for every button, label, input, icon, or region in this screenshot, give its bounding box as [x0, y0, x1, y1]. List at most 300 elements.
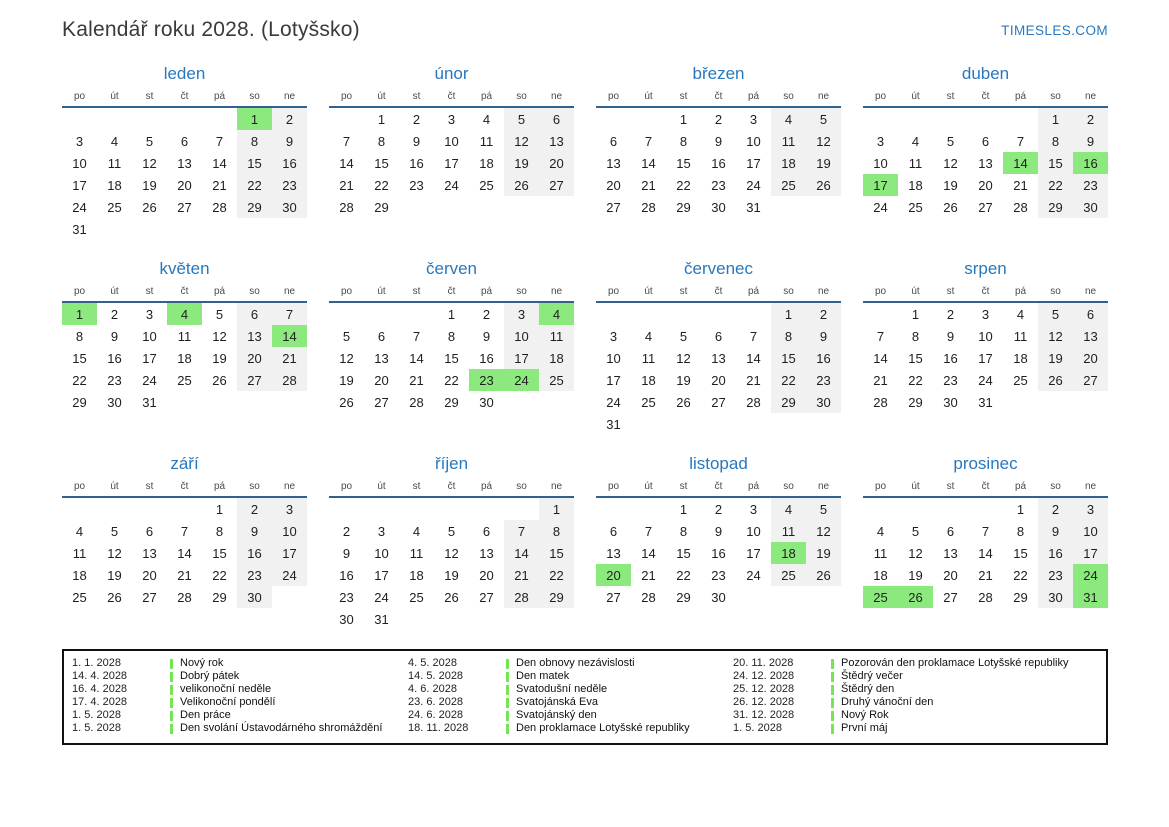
day-cell: 20 [1073, 347, 1108, 369]
week-row [329, 586, 574, 608]
brand-link[interactable]: TIMESLES.COM [1001, 23, 1108, 38]
weekday-label: so [771, 481, 806, 497]
day-cell [701, 413, 736, 435]
weekday-label: út [631, 91, 666, 107]
day-cell: 5 [447, 523, 456, 539]
day-cell: 24 [1073, 564, 1108, 586]
day-cell: 10 [1073, 520, 1108, 542]
holiday-date: 17. 4. 2028 [72, 696, 128, 708]
months-grid [62, 64, 1108, 637]
day-cell: 29 [72, 394, 87, 410]
day-cell: 30 [711, 589, 726, 605]
day-cell: 7 [215, 133, 224, 149]
day-cell: 3 [145, 306, 154, 322]
day-cell: 30 [107, 394, 122, 410]
day-cell: 9 [946, 328, 955, 344]
day-cell [399, 196, 434, 218]
day-cell: 12 [444, 545, 459, 561]
day-cell: 18 [479, 155, 494, 171]
holiday-date: 23. 6. 2028 [408, 696, 464, 708]
day-cell [631, 413, 666, 435]
day-cell [539, 608, 574, 630]
day-cell: 21 [746, 372, 761, 388]
day-cell: 16 [409, 155, 424, 171]
day-cell: 5 [911, 523, 920, 539]
day-cell: 20 [711, 372, 726, 388]
day-cell: 9 [1038, 520, 1073, 542]
day-cell: 6 [1073, 302, 1108, 325]
holiday-label: Nový rok [180, 657, 224, 669]
day-cell: 12 [1038, 325, 1073, 347]
day-cell: 20 [606, 177, 621, 193]
day-cell: 14 [641, 545, 656, 561]
day-cell: 16 [107, 350, 122, 366]
day-cell: 26 [806, 564, 841, 586]
weekday-label: pá [736, 286, 771, 302]
week-row [596, 325, 841, 347]
day-cell: 21 [409, 372, 424, 388]
day-cell: 29 [1038, 196, 1073, 218]
day-cell: 27 [711, 394, 726, 410]
week-row [329, 196, 574, 218]
holiday-row [408, 722, 733, 735]
day-cell: 22 [444, 372, 459, 388]
weekday-label: so [504, 481, 539, 497]
day-cell [132, 107, 167, 130]
day-cell: 27 [539, 174, 574, 196]
day-cell: 18 [908, 177, 923, 193]
weekday-label: pá [469, 286, 504, 302]
day-cell [202, 391, 237, 413]
day-cell [504, 608, 539, 630]
week-row [329, 325, 574, 347]
day-cell [237, 391, 272, 413]
week-row [62, 564, 307, 586]
day-cell: 13 [237, 325, 272, 347]
week-row [863, 391, 1108, 413]
weekday-label: so [771, 91, 806, 107]
day-cell: 28 [504, 586, 539, 608]
day-cell: 2 [110, 306, 119, 322]
day-cell: 6 [539, 107, 574, 130]
day-cell: 10 [374, 545, 389, 561]
day-cell [364, 302, 399, 325]
day-cell: 4 [911, 133, 920, 149]
month-title: červenec [684, 259, 753, 278]
day-cell: 23 [711, 567, 726, 583]
day-cell: 12 [504, 130, 539, 152]
day-cell: 29 [676, 589, 691, 605]
day-cell: 6 [377, 328, 386, 344]
day-cell [202, 107, 237, 130]
day-cell: 24 [272, 564, 307, 586]
day-cell: 1 [1038, 107, 1073, 130]
day-cell: 28 [978, 589, 993, 605]
weekday-label: so [237, 91, 272, 107]
day-cell [863, 107, 898, 130]
day-cell: 17 [746, 155, 761, 171]
day-cell: 18 [409, 567, 424, 583]
holiday-date: 24. 12. 2028 [733, 670, 795, 682]
day-cell: 22 [676, 567, 691, 583]
day-cell: 5 [504, 107, 539, 130]
day-cell: 23 [1073, 174, 1108, 196]
day-cell [167, 107, 202, 130]
day-cell: 24 [606, 394, 621, 410]
day-cell: 29 [539, 586, 574, 608]
day-cell: 11 [409, 545, 424, 561]
day-cell: 3 [504, 302, 539, 325]
day-cell: 15 [212, 545, 227, 561]
holiday-label: První máj [841, 722, 888, 734]
day-cell [771, 413, 806, 435]
day-cell: 24 [978, 372, 993, 388]
day-cell: 13 [711, 350, 726, 366]
day-cell: 11 [771, 130, 806, 152]
day-cell [132, 497, 167, 520]
day-cell: 11 [908, 155, 923, 171]
day-cell: 4 [876, 523, 885, 539]
day-cell: 19 [504, 152, 539, 174]
weekday-label: pá [202, 286, 237, 302]
day-cell: 8 [679, 523, 688, 539]
day-cell: 23 [107, 372, 122, 388]
day-cell: 9 [342, 545, 351, 561]
day-cell: 25 [863, 586, 898, 608]
weekday-label: po [329, 481, 364, 497]
day-cell: 23 [1038, 564, 1073, 586]
week-row [596, 497, 841, 520]
holiday-label: Den obnovy nezávislosti [516, 657, 635, 669]
day-cell: 17 [606, 372, 621, 388]
day-cell: 8 [215, 523, 224, 539]
weekday-label: st [399, 286, 434, 302]
day-cell: 8 [911, 328, 920, 344]
day-cell: 23 [237, 564, 272, 586]
day-cell: 29 [444, 394, 459, 410]
week-row [863, 586, 1108, 608]
day-cell: 11 [873, 545, 888, 561]
day-cell: 16 [1073, 152, 1108, 174]
day-cell [504, 497, 539, 520]
week-row [329, 347, 574, 369]
day-cell: 26 [1038, 369, 1073, 391]
day-cell: 18 [72, 567, 87, 583]
week-row [863, 325, 1108, 347]
weekday-label: ne [539, 91, 574, 107]
week-row [329, 520, 574, 542]
day-cell: 29 [1013, 589, 1028, 605]
day-cell: 27 [374, 394, 389, 410]
holiday-tick-icon [506, 724, 509, 734]
week-row [62, 325, 307, 347]
day-cell [469, 497, 504, 520]
weekday-label: po [863, 481, 898, 497]
day-cell [97, 107, 132, 130]
day-cell: 12 [142, 155, 157, 171]
day-cell: 5 [215, 306, 224, 322]
day-cell: 6 [180, 133, 189, 149]
month-table [329, 481, 574, 630]
holiday-row [733, 709, 1098, 722]
weekday-label: st [132, 286, 167, 302]
month-leden [62, 64, 307, 247]
holiday-row [72, 696, 408, 709]
day-cell [329, 107, 364, 130]
weekday-label: čt [434, 286, 469, 302]
week-row [596, 196, 841, 218]
day-cell: 20 [596, 564, 631, 586]
month-table [863, 286, 1108, 413]
day-cell: 18 [539, 347, 574, 369]
weekday-label: čt [434, 481, 469, 497]
day-cell: 12 [806, 520, 841, 542]
day-cell: 13 [943, 545, 958, 561]
week-row [62, 107, 307, 130]
weekday-label: čt [167, 286, 202, 302]
day-cell: 31 [746, 199, 761, 215]
day-cell [898, 497, 933, 520]
day-cell [771, 586, 806, 608]
month-table [863, 91, 1108, 218]
day-cell: 24 [72, 199, 87, 215]
day-cell: 3 [447, 111, 456, 127]
day-cell: 11 [771, 520, 806, 542]
weekday-label: út [97, 481, 132, 497]
day-cell: 20 [978, 177, 993, 193]
day-cell: 11 [107, 155, 122, 171]
day-cell: 9 [806, 325, 841, 347]
day-cell: 11 [1013, 328, 1028, 344]
day-cell: 15 [676, 545, 691, 561]
day-cell: 27 [479, 589, 494, 605]
day-cell: 5 [806, 107, 841, 130]
day-cell: 2 [714, 501, 723, 517]
day-cell: 22 [237, 174, 272, 196]
holiday-row [72, 683, 408, 696]
day-cell [62, 107, 97, 130]
day-cell: 15 [72, 350, 87, 366]
day-cell: 15 [237, 152, 272, 174]
holiday-tick-icon [506, 672, 509, 682]
month-srpen [863, 259, 1108, 442]
day-cell: 27 [606, 589, 621, 605]
day-cell: 26 [943, 199, 958, 215]
week-row [329, 542, 574, 564]
day-cell: 2 [237, 497, 272, 520]
weekday-label: so [237, 481, 272, 497]
holiday-row [733, 657, 1098, 670]
day-cell: 7 [504, 520, 539, 542]
day-cell: 13 [539, 130, 574, 152]
weekday-label: po [62, 481, 97, 497]
day-cell: 26 [806, 174, 841, 196]
day-cell: 24 [444, 177, 459, 193]
day-cell: 29 [908, 394, 923, 410]
day-cell: 3 [377, 523, 386, 539]
month-table [62, 91, 307, 240]
day-cell: 3 [981, 306, 990, 322]
day-cell: 13 [978, 155, 993, 171]
week-row [863, 174, 1108, 196]
day-cell: 25 [72, 589, 87, 605]
day-cell: 23 [806, 369, 841, 391]
day-cell [504, 196, 539, 218]
day-cell: 2 [1038, 497, 1073, 520]
legend-column-3 [733, 657, 1098, 735]
weekday-label: po [62, 91, 97, 107]
week-row [596, 564, 841, 586]
day-cell: 9 [482, 328, 491, 344]
holiday-row [733, 696, 1098, 709]
holiday-row [72, 657, 408, 670]
day-cell: 27 [237, 369, 272, 391]
day-cell: 30 [339, 611, 354, 627]
day-cell: 30 [1073, 196, 1108, 218]
day-cell [329, 302, 364, 325]
week-row [62, 586, 307, 608]
holiday-row [408, 657, 733, 670]
day-cell: 18 [771, 542, 806, 564]
day-cell: 28 [339, 199, 354, 215]
day-cell [434, 196, 469, 218]
day-cell: 1 [911, 306, 920, 322]
day-cell [167, 497, 202, 520]
day-cell [1038, 391, 1073, 413]
weekday-label: út [898, 91, 933, 107]
day-cell: 30 [711, 199, 726, 215]
holiday-label: velikonoční neděle [180, 683, 272, 695]
day-cell: 2 [946, 306, 955, 322]
day-cell: 14 [1003, 152, 1038, 174]
day-cell: 25 [539, 369, 574, 391]
week-row [596, 152, 841, 174]
week-row [863, 152, 1108, 174]
page-title: Kalendář roku 2028. (Lotyšsko) [62, 18, 360, 41]
day-cell: 17 [272, 542, 307, 564]
day-cell: 11 [177, 328, 192, 344]
holiday-tick-icon [506, 711, 509, 721]
day-cell: 9 [110, 328, 119, 344]
day-cell: 26 [339, 394, 354, 410]
day-cell: 25 [107, 199, 122, 215]
day-cell: 12 [107, 545, 122, 561]
month-červenec [596, 259, 841, 442]
day-cell: 22 [771, 369, 806, 391]
day-cell [933, 497, 968, 520]
day-cell: 10 [72, 155, 87, 171]
day-cell: 17 [444, 155, 459, 171]
day-cell: 26 [898, 586, 933, 608]
day-cell: 20 [177, 177, 192, 193]
holiday-label: Den proklamace Lotyšské republiky [516, 722, 690, 734]
day-cell: 15 [908, 350, 923, 366]
day-cell [701, 302, 736, 325]
day-cell: 12 [339, 350, 354, 366]
day-cell: 11 [539, 325, 574, 347]
holiday-label: Štědrý den [841, 683, 895, 695]
holiday-row [72, 709, 408, 722]
day-cell [167, 218, 202, 240]
day-cell: 5 [342, 328, 351, 344]
holiday-row [408, 683, 733, 696]
day-cell: 27 [978, 199, 993, 215]
weekday-label: út [898, 481, 933, 497]
day-cell: 5 [679, 328, 688, 344]
day-cell [736, 586, 771, 608]
day-cell: 14 [212, 155, 227, 171]
weekday-label: pá [736, 91, 771, 107]
day-cell: 8 [75, 328, 84, 344]
weekday-label: st [132, 481, 167, 497]
day-cell [504, 391, 539, 413]
day-cell: 7 [180, 523, 189, 539]
day-cell: 14 [504, 542, 539, 564]
holiday-date: 16. 4. 2028 [72, 683, 128, 695]
week-row [329, 174, 574, 196]
week-row [329, 130, 574, 152]
day-cell: 23 [409, 177, 424, 193]
weekday-label: pá [202, 91, 237, 107]
holiday-label: Svatodušní neděle [516, 683, 608, 695]
day-cell: 5 [946, 133, 955, 149]
day-cell: 24 [746, 177, 761, 193]
day-cell [666, 302, 701, 325]
day-cell [898, 107, 933, 130]
day-cell: 24 [374, 589, 389, 605]
week-row [863, 520, 1108, 542]
week-row [62, 369, 307, 391]
weekday-label: st [666, 481, 701, 497]
week-row [329, 391, 574, 413]
week-row [329, 369, 574, 391]
day-cell [596, 107, 631, 130]
month-title: únor [434, 64, 469, 83]
day-cell: 15 [676, 155, 691, 171]
week-row [863, 107, 1108, 130]
week-row [863, 564, 1108, 586]
week-row [863, 196, 1108, 218]
day-cell: 19 [806, 152, 841, 174]
day-cell [933, 107, 968, 130]
holiday-tick-icon [506, 659, 509, 669]
day-cell: 13 [606, 155, 621, 171]
day-cell: 22 [908, 372, 923, 388]
day-cell: 29 [212, 589, 227, 605]
month-listopad [596, 454, 841, 637]
month-prosinec [863, 454, 1108, 637]
day-cell: 1 [377, 111, 386, 127]
weekday-label: út [364, 481, 399, 497]
holiday-tick-icon [170, 724, 173, 734]
day-cell: 1 [679, 501, 688, 517]
day-cell [771, 196, 806, 218]
day-cell: 10 [873, 155, 888, 171]
holiday-row [72, 670, 408, 683]
month-říjen [329, 454, 574, 637]
day-cell: 23 [272, 174, 307, 196]
week-row [62, 520, 307, 542]
month-title: říjen [434, 454, 469, 473]
day-cell: 6 [981, 133, 990, 149]
day-cell: 13 [374, 350, 389, 366]
holiday-date: 31. 12. 2028 [733, 709, 795, 721]
day-cell: 6 [714, 328, 723, 344]
day-cell: 20 [142, 567, 157, 583]
weekday-label: st [933, 91, 968, 107]
day-cell: 17 [504, 347, 539, 369]
day-cell [132, 218, 167, 240]
